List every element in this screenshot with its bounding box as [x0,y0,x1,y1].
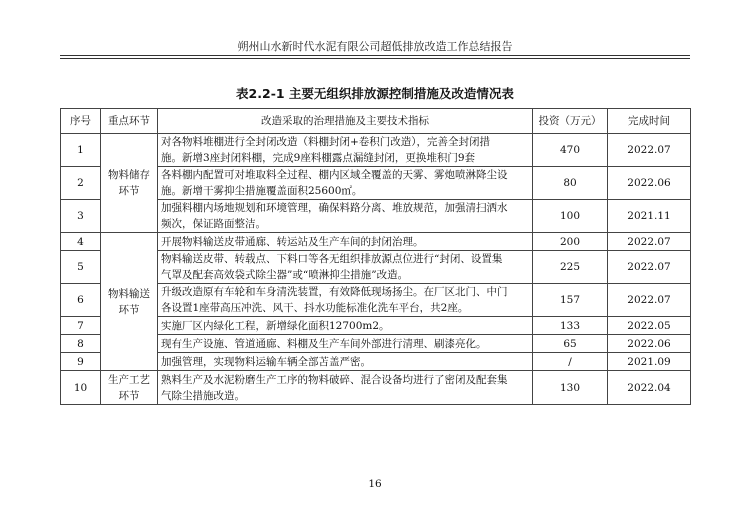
table-row [61,134,691,167]
column-header-measure: 改造采取的治理措施及主要技术指标 [158,109,533,134]
measure-line1: 各料棚内配置可对堆取料全过程、棚内区域全覆盖的天雾、雾炮喷淋降尘设 [161,169,508,181]
column-header-investment: 投资（万元） [533,109,608,134]
row-completed: 2022.06 [608,167,691,200]
running-header: 朔州山水新时代水泥有限公司超低排放改造工作总结报告 [237,40,513,53]
column-header-link: 重点环节 [101,109,158,134]
row-measure [158,371,533,405]
measure-line1: 物料输送皮带、转载点、下料口等各无组织排放源点位进行“封闭、设置集 [161,253,503,265]
measure-line1: 升级改造原有车轮和车身清洗装置，有效降低现场扬尘。在厂区北门、中门 [161,286,508,298]
row-no: 1 [61,134,101,167]
group-label-line2: 环节 [118,185,140,197]
measure-line2: 各设置1座带高压冲洗、风干、抖水功能标准化洗车平台，共2座。 [161,302,469,314]
table-header-row [61,109,691,134]
row-investment: 225 [533,251,608,284]
row-measure [158,335,533,353]
group-process [101,371,158,405]
table-title: 表2.2-1 主要无组织排放源控制措施及改造情况表 [236,86,514,101]
measure-line1: 对各物料堆棚进行全封闭改造（料棚封闭+卷积门改造），完善全封闭措 [161,136,491,148]
row-no: 2 [61,167,101,200]
row-completed: 2022.07 [608,233,691,251]
measure-line1: 加强管理，实现物料运输车辆全部苫盖严密。 [161,355,371,368]
row-measure [158,200,533,233]
row-measure [158,317,533,335]
row-investment: 80 [533,167,608,200]
row-measure [158,233,533,251]
measure-line1: 实施厂区内绿化工程，新增绿化面积12700m2。 [161,319,390,332]
measure-line2: 施。新增3座封闭料棚，完成9座料棚露点漏缝封闭，更换堆积门9套 [161,152,476,164]
measure-line2: 施。新增干雾抑尘措施覆盖面积25600㎡。 [161,185,363,197]
row-measure [158,284,533,317]
row-investment: 130 [533,371,608,405]
page-number: 16 [368,478,382,490]
row-measure [158,251,533,284]
row-investment: 65 [533,335,608,353]
measure-line2: 气罩及配套高效袋式除尘器”或“喷淋抑尘措施”改造。 [161,269,409,281]
row-completed: 2022.07 [608,284,691,317]
row-completed: 2021.11 [608,200,691,233]
row-completed: 2021.09 [608,353,691,371]
measure-line1: 加强料棚内场地规划和环境管理，确保料路分离、堆放规范，加强清扫洒水 [161,202,508,214]
measure-line2: 频次，保证路面整洁。 [161,218,266,230]
group-label-line1: 物料储存 [108,169,150,181]
measures-table [60,108,691,405]
row-completed: 2022.05 [608,317,691,335]
measure-line1: 开展物料输送皮带通廊、转运站及生产车间的封闭治理。 [161,235,424,248]
row-investment: 133 [533,317,608,335]
row-no: 5 [61,251,101,284]
row-investment: 157 [533,284,608,317]
column-header-completed: 完成时间 [608,109,691,134]
row-no: 9 [61,353,101,371]
row-completed: 2022.07 [608,134,691,167]
row-completed: 2022.06 [608,335,691,353]
row-no: 8 [61,335,101,353]
row-no: 10 [61,371,101,405]
table-row [61,371,691,405]
row-measure [158,353,533,371]
group-label-line2: 环节 [118,303,140,316]
measure-line1: 现有生产设施、管道通廊、料棚及生产车间外部进行清理、刷漆亮化。 [161,337,487,350]
measure-line1: 熟料生产及水泥粉磨生产工序的物料破碎、混合设备均进行了密闭及配套集 [161,373,508,386]
row-measure [158,167,533,200]
table-row [61,233,691,251]
row-investment: 100 [533,200,608,233]
group-label-line2: 环节 [118,389,140,402]
group-label-line1: 物料输送 [108,287,150,300]
group-label-line1: 生产工艺 [108,373,150,386]
measure-line2: 气除尘措施改造。 [161,389,245,402]
header-rule [60,55,690,59]
row-completed: 2022.07 [608,251,691,284]
row-no: 3 [61,200,101,233]
row-completed: 2022.04 [608,371,691,405]
row-investment: 200 [533,233,608,251]
row-investment: / [533,353,608,371]
group-transport [101,233,158,371]
row-measure [158,134,533,167]
row-no: 4 [61,233,101,251]
row-investment: 470 [533,134,608,167]
column-header-no: 序号 [61,109,101,134]
group-storage [101,134,158,233]
row-no: 7 [61,317,101,335]
row-no: 6 [61,284,101,317]
